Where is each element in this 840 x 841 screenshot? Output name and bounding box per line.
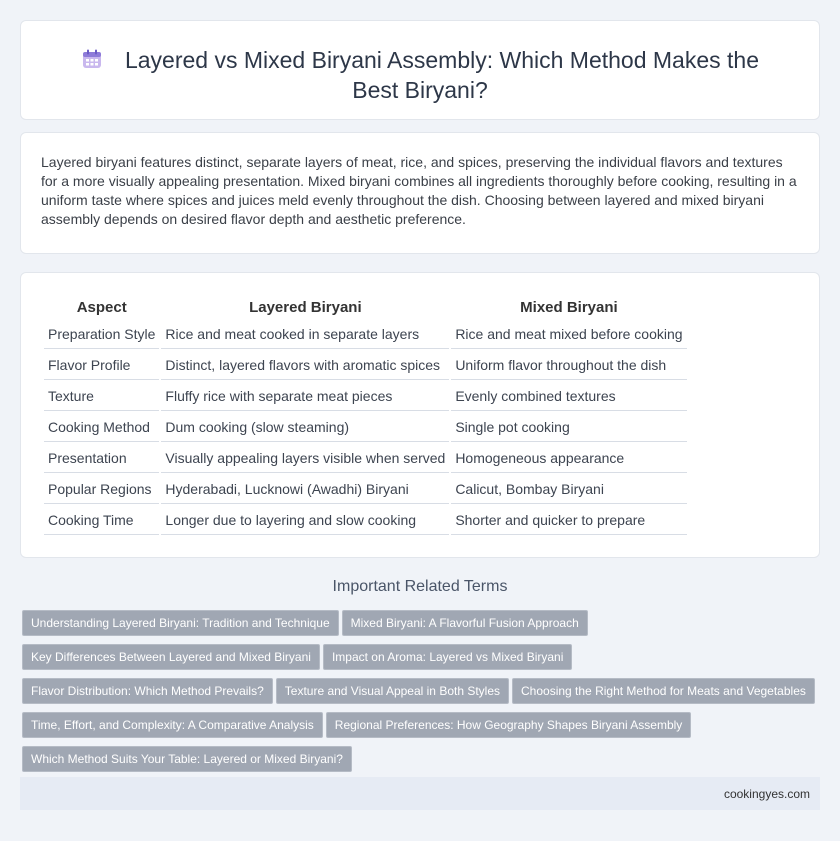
footer	[20, 777, 820, 810]
related-terms-list	[22, 610, 822, 780]
table-row	[44, 444, 687, 473]
related-term-tag[interactable]: Regional Preferences: How Geography Shapes Biryani Assembly	[326, 712, 692, 738]
table-cell: Rice and meat cooked in separate layers	[161, 320, 449, 349]
table-header-row	[44, 295, 687, 318]
table-cell: Single pot cooking	[451, 413, 686, 442]
comparison-card	[20, 272, 820, 558]
table-cell: Visually appealing layers visible when served	[161, 444, 449, 473]
table-cell: Calicut, Bombay Biryani	[451, 475, 686, 504]
related-term-tag[interactable]: Mixed Biryani: A Flavorful Fusion Approach	[342, 610, 588, 636]
footer-site-link[interactable]: cookingyes.com	[723, 787, 810, 801]
related-terms-heading: Important Related Terms	[332, 578, 508, 595]
table-cell: Dum cooking (slow steaming)	[161, 413, 449, 442]
table-row	[44, 475, 687, 504]
table-cell: Homogeneous appearance	[451, 444, 686, 473]
table-cell: Hyderabadi, Lucknowi (Awadhi) Biryani	[161, 475, 449, 504]
related-term-tag[interactable]: Key Differences Between Layered and Mixed Biryani	[22, 644, 320, 670]
table-cell: Popular Regions	[44, 475, 159, 504]
table-cell: Evenly combined textures	[451, 382, 686, 411]
header-card	[20, 20, 820, 120]
comparison-table	[42, 293, 689, 537]
table-cell: Longer due to layering and slow cooking	[161, 506, 449, 535]
related-term-tag[interactable]: Choosing the Right Method for Meats and Vegetables	[512, 678, 815, 704]
table-row	[44, 320, 687, 349]
related-term-tag[interactable]: Texture and Visual Appeal in Both Styles	[276, 678, 509, 704]
table-row	[44, 413, 687, 442]
title-line-1: Layered vs Mixed Biryani Assembly: Which Method Makes the	[124, 47, 760, 73]
header-mixed: Mixed Biryani	[520, 299, 618, 316]
table-cell: Flavor Profile	[44, 351, 159, 380]
related-term-tag[interactable]: Time, Effort, and Complexity: A Comparative Analysis	[22, 712, 323, 738]
table-cell: Fluffy rice with separate meat pieces	[161, 382, 449, 411]
page-title	[21, 45, 819, 105]
table-row	[44, 506, 687, 535]
table-cell: Preparation Style	[44, 320, 159, 349]
calendar-icon	[81, 48, 103, 70]
header-layered: Layered Biryani	[249, 299, 362, 316]
table-cell: Rice and meat mixed before cooking	[451, 320, 686, 349]
related-term-tag[interactable]: Impact on Aroma: Layered vs Mixed Biryani	[323, 644, 572, 670]
table-cell: Shorter and quicker to prepare	[451, 506, 686, 535]
table-cell: Distinct, layered flavors with aromatic spices	[161, 351, 449, 380]
table-row	[44, 382, 687, 411]
title-line-2: Best Biryani?	[352, 77, 488, 103]
table-cell: Uniform flavor throughout the dish	[451, 351, 686, 380]
table-cell: Cooking Method	[44, 413, 159, 442]
intro-card	[20, 132, 820, 254]
table-cell: Texture	[44, 382, 159, 411]
table-cell: Cooking Time	[44, 506, 159, 535]
related-term-tag[interactable]: Flavor Distribution: Which Method Prevails?	[22, 678, 273, 704]
header-aspect: Aspect	[76, 299, 127, 316]
intro-text: Layered biryani features distinct, separate layers of meat, rice, and spices, preserving the individual flavors and textures for a more visually appealing presentation. Mixed biryani combines all ingredients thoroughly before cooking, resulting in a uniform taste where spices and juices meld evenly throughout the dish. Choosing between layered and mixed biryani assembly depends on desired flavor depth and aesthetic preference.	[41, 154, 797, 227]
table-row	[44, 351, 687, 380]
related-term-tag[interactable]: Understanding Layered Biryani: Tradition and Technique	[22, 610, 339, 636]
table-cell: Presentation	[44, 444, 159, 473]
related-term-tag[interactable]: Which Method Suits Your Table: Layered or Mixed Biryani?	[22, 746, 352, 772]
